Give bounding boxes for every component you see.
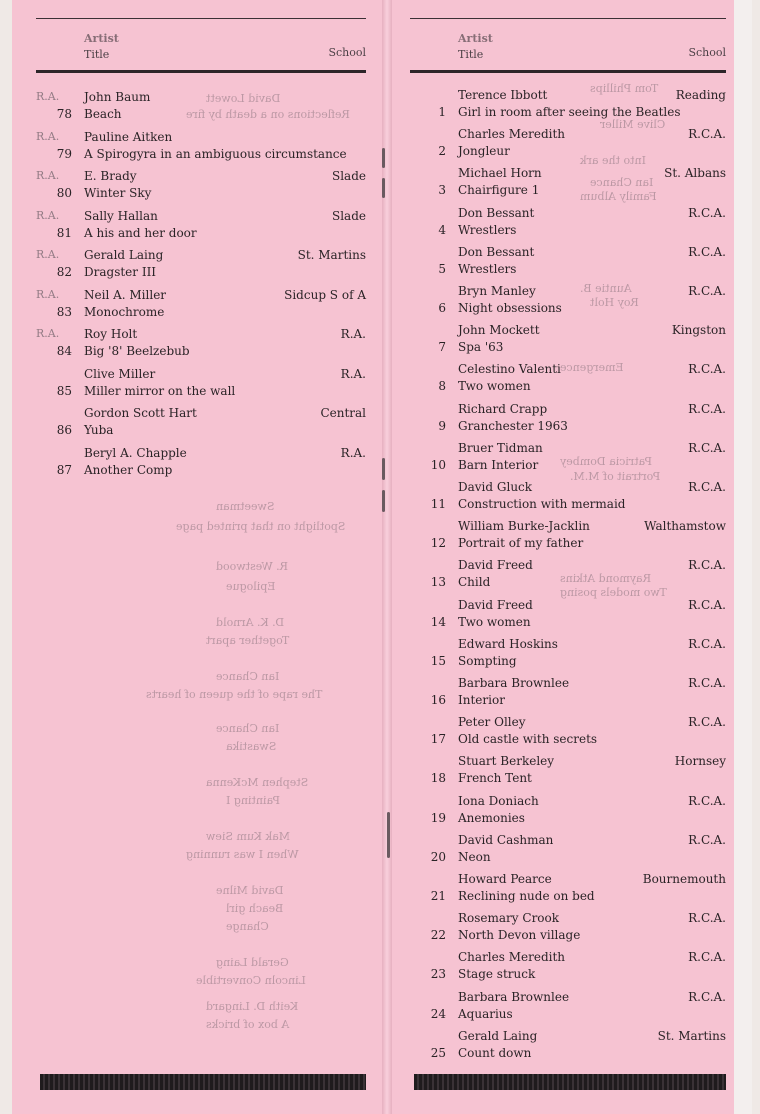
entry-title: Beach bbox=[84, 107, 122, 121]
entry-title: Spa '63 bbox=[458, 340, 504, 355]
header-school: School bbox=[328, 46, 366, 59]
entry-artist: Peter Olley bbox=[458, 715, 526, 730]
header-artist: Artist bbox=[458, 32, 493, 45]
entry-title: Two women bbox=[458, 379, 531, 394]
entry-title: Aquarius bbox=[458, 1006, 513, 1021]
catalogue-entry bbox=[410, 321, 726, 361]
entry-artist: E. Brady bbox=[84, 169, 137, 183]
bleed-through-text: Beach girl bbox=[226, 902, 284, 915]
entry-number: 9 bbox=[438, 418, 446, 433]
bleed-through-text: Clive Miller bbox=[600, 118, 666, 131]
bleed-through-text: Portrait of M.M. bbox=[570, 470, 661, 483]
entry-number: 82 bbox=[56, 265, 72, 279]
entry-number: 3 bbox=[438, 183, 446, 198]
entry-number: 15 bbox=[430, 653, 446, 668]
entry-school: R.C.A. bbox=[688, 793, 726, 808]
entry-artist: Richard Crapp bbox=[458, 401, 548, 416]
entry-number: 6 bbox=[438, 301, 446, 315]
entry-number: 86 bbox=[56, 423, 72, 437]
entry-artist: Celestino Valenti bbox=[458, 362, 561, 377]
entry-number: 5 bbox=[438, 261, 446, 276]
bleed-through-text: David Lowett bbox=[206, 92, 281, 105]
entry-school: R.C.A. bbox=[688, 205, 726, 220]
entry-title: Yuba bbox=[84, 423, 114, 437]
bleed-through-text: Epilogue bbox=[226, 580, 276, 593]
entry-school: R.C.A. bbox=[688, 480, 726, 494]
entry-artist: Howard Pearce bbox=[458, 872, 552, 886]
entry-school: R.C.A. bbox=[688, 636, 726, 651]
entry-school: R.C.A. bbox=[688, 832, 726, 847]
entry-marker: R.A. bbox=[36, 129, 60, 143]
entry-artist: David Freed bbox=[458, 597, 533, 612]
entry-title: Chairfigure 1 bbox=[458, 183, 540, 198]
catalogue-entry bbox=[36, 207, 366, 247]
catalogue-entry bbox=[410, 792, 726, 832]
bleed-through-text: Sweetman bbox=[216, 500, 275, 513]
entry-school: R.C.A. bbox=[688, 911, 726, 926]
entry-artist: John Baum bbox=[84, 90, 151, 104]
entry-number: 78 bbox=[56, 107, 72, 121]
entry-artist: Barbara Brownlee bbox=[458, 676, 570, 690]
entry-artist: Charles Meredith bbox=[458, 950, 566, 965]
entry-number: 22 bbox=[430, 928, 446, 943]
entry-number: 80 bbox=[56, 186, 72, 200]
catalogue-entry bbox=[410, 635, 726, 675]
entry-artist: Edward Hoskins bbox=[458, 636, 558, 651]
footer-bar bbox=[40, 1074, 366, 1090]
entry-title: Interior bbox=[458, 693, 505, 707]
entry-marker: R.A. bbox=[36, 248, 60, 261]
entry-marker: R.A. bbox=[36, 169, 60, 182]
entry-artist: David Freed bbox=[458, 558, 533, 573]
entry-artist: Bryn Manley bbox=[458, 284, 536, 298]
entry-title: Winter Sky bbox=[84, 186, 152, 200]
entry-school: R.C.A. bbox=[688, 558, 726, 573]
catalogue-entry bbox=[410, 86, 726, 126]
entry-school: R.C.A. bbox=[688, 127, 726, 142]
entry-artist: Gordon Scott Hart bbox=[84, 406, 197, 420]
entry-number: 4 bbox=[438, 222, 446, 237]
entry-school: Hornsey bbox=[674, 754, 726, 769]
entry-school: R.C.A. bbox=[688, 284, 726, 298]
entry-artist: Terence Ibbott bbox=[458, 88, 548, 102]
catalogue-entry bbox=[36, 444, 366, 484]
entry-number: 24 bbox=[430, 1006, 446, 1021]
entry-title: Another Comp bbox=[84, 462, 173, 477]
catalogue-entry bbox=[410, 596, 726, 636]
catalogue-entry bbox=[36, 365, 366, 405]
bleed-through-text: Into the ark bbox=[580, 154, 646, 167]
entry-number: 8 bbox=[438, 379, 446, 394]
entry-artist: Rosemary Crook bbox=[458, 911, 560, 926]
header-title: Title bbox=[84, 48, 110, 61]
staple-mark bbox=[387, 812, 390, 858]
entry-number: 25 bbox=[430, 1045, 446, 1060]
entry-artist: Michael Horn bbox=[458, 166, 542, 181]
bleed-through-text: Ian Chance bbox=[216, 722, 280, 735]
entry-title: North Devon village bbox=[458, 928, 581, 943]
footer-bar bbox=[414, 1074, 726, 1090]
bleed-through-text: Mak Kum Siew bbox=[206, 830, 290, 843]
header-rule-top bbox=[36, 18, 366, 19]
entry-title: Miller mirror on the wall bbox=[84, 383, 236, 398]
entry-school: Slade bbox=[332, 169, 366, 183]
bleed-through-text: Stephen McKenna bbox=[206, 776, 309, 789]
bleed-through-text: Gerald Laing bbox=[216, 956, 289, 969]
entry-marker: R.A. bbox=[36, 208, 60, 222]
entry-title: Count down bbox=[458, 1045, 532, 1060]
catalogue-entry bbox=[36, 167, 366, 207]
entry-title: Monochrome bbox=[84, 304, 165, 319]
catalogue-entry bbox=[410, 164, 726, 204]
entry-number: 83 bbox=[56, 304, 72, 319]
entry-school: R.C.A. bbox=[688, 950, 726, 965]
catalogue-entry bbox=[36, 286, 366, 326]
entry-artist: Clive Miller bbox=[84, 366, 156, 381]
entry-marker: R.A. bbox=[36, 90, 60, 103]
catalogue-entry bbox=[410, 400, 726, 440]
bleed-through-text: Keith D. Lingard bbox=[206, 1000, 299, 1013]
bleed-through-text: Family Album bbox=[580, 190, 657, 203]
entry-title: Child bbox=[458, 575, 491, 590]
entry-artist: David Cashman bbox=[458, 832, 554, 847]
staple-mark bbox=[382, 178, 385, 198]
entry-title: A Spirogyra in an ambiguous circumstance bbox=[84, 146, 347, 161]
entry-school: R.C.A. bbox=[688, 676, 726, 690]
entry-number: 2 bbox=[438, 144, 446, 159]
bleed-through-text: Painting I bbox=[226, 794, 280, 807]
bleed-through-text: Raymond Atkins bbox=[560, 572, 652, 585]
entry-title: Wrestlers bbox=[458, 222, 517, 237]
entry-title: Stage struck bbox=[458, 967, 536, 982]
entry-number: 13 bbox=[430, 575, 446, 590]
entry-title: Big '8' Beelzebub bbox=[84, 344, 190, 358]
bleed-through-text: Swastika bbox=[226, 740, 277, 753]
entry-marker: R.A. bbox=[36, 327, 60, 340]
header-title: Title bbox=[458, 48, 484, 61]
staple-mark bbox=[382, 148, 385, 168]
catalogue-entry bbox=[410, 831, 726, 871]
entry-number: 87 bbox=[56, 462, 72, 477]
catalogue-entry bbox=[410, 517, 726, 557]
entry-artist: Charles Meredith bbox=[458, 127, 566, 142]
entry-number: 19 bbox=[430, 810, 446, 825]
entry-school: R.C.A. bbox=[688, 362, 726, 377]
entry-number: 84 bbox=[56, 344, 72, 358]
booklet bbox=[12, 0, 752, 1114]
bleed-through-text: David Milne bbox=[216, 884, 284, 897]
bleed-through-text: When I was running bbox=[186, 848, 299, 861]
bleed-through-text: D. K. Arnold bbox=[216, 616, 285, 629]
entry-title: Dragster III bbox=[84, 265, 157, 279]
entry-artist: Neil A. Miller bbox=[84, 287, 167, 302]
entry-number: 81 bbox=[56, 225, 72, 240]
entry-artist: Gerald Laing bbox=[84, 248, 164, 262]
catalogue-entry bbox=[410, 204, 726, 244]
bleed-through-text: Auntie B. bbox=[580, 282, 632, 295]
entry-title: Granchester 1963 bbox=[458, 418, 568, 433]
bleed-through-text: Lincoln Convertible bbox=[196, 974, 306, 987]
entry-artist: William Burke-Jacklin bbox=[458, 519, 590, 534]
entry-number: 14 bbox=[430, 614, 446, 629]
entry-title: Barn Interior bbox=[458, 457, 539, 472]
catalogue-entry bbox=[410, 948, 726, 988]
entry-title: Old castle with secrets bbox=[458, 732, 598, 747]
right-page bbox=[410, 0, 726, 1114]
entry-title: Two women bbox=[458, 614, 531, 629]
entry-number: 1 bbox=[438, 105, 446, 119]
entry-artist: Pauline Aitken bbox=[84, 129, 173, 144]
header-rule-top bbox=[410, 18, 726, 19]
bleed-through-text: Reflections on a death by fire bbox=[186, 108, 350, 121]
catalogue-entry bbox=[410, 713, 726, 753]
entry-number: 12 bbox=[430, 536, 446, 551]
header-rule-bottom bbox=[410, 70, 726, 73]
entry-school: R.C.A. bbox=[688, 715, 726, 730]
bleed-through-text: Two models posing bbox=[560, 586, 667, 599]
entry-title: Sompting bbox=[458, 653, 517, 668]
entry-school: R.C.A. bbox=[688, 597, 726, 612]
bleed-through-text: A box of bricks bbox=[206, 1018, 290, 1031]
entry-number: 10 bbox=[430, 457, 446, 472]
bleed-through-text: Together apart bbox=[206, 634, 290, 647]
catalogue-entry bbox=[410, 909, 726, 949]
bleed-through-text: The rape of the queen of hearts bbox=[146, 688, 323, 701]
entry-school: St. Albans bbox=[664, 166, 726, 181]
entry-title: Construction with mermaid bbox=[458, 497, 626, 511]
entry-school: R.C.A. bbox=[688, 244, 726, 259]
bleed-through-text: Ian Chance bbox=[590, 176, 654, 189]
entry-artist: Barbara Brownlee bbox=[458, 989, 570, 1004]
entry-artist: Sally Hallan bbox=[84, 208, 158, 223]
entry-number: 7 bbox=[438, 340, 446, 355]
entry-school: Slade bbox=[332, 208, 366, 223]
entry-number: 85 bbox=[56, 383, 72, 398]
entry-artist: Don Bessant bbox=[458, 244, 535, 259]
entry-school: Sidcup S of A bbox=[284, 287, 366, 302]
entry-title: French Tent bbox=[458, 771, 532, 786]
catalogue-entry bbox=[36, 404, 366, 444]
header-artist: Artist bbox=[84, 32, 119, 45]
page-edge bbox=[734, 0, 752, 1114]
entry-title: Anemonies bbox=[458, 810, 525, 825]
bleed-through-text: Tom Phillips bbox=[590, 82, 659, 95]
header-school: School bbox=[688, 46, 726, 59]
bleed-through-text: Patricia Dombey bbox=[560, 455, 653, 468]
entry-number: 79 bbox=[56, 146, 72, 161]
staple-mark bbox=[382, 458, 385, 480]
entry-artist: David Gluck bbox=[458, 480, 533, 494]
catalogue-entry bbox=[410, 870, 726, 910]
staple-mark bbox=[382, 490, 385, 512]
entry-school: R.C.A. bbox=[688, 401, 726, 416]
catalogue-entry bbox=[410, 478, 726, 518]
entry-artist: Beryl A. Chapple bbox=[84, 445, 187, 460]
entry-number: 17 bbox=[430, 732, 446, 747]
catalogue-entry bbox=[36, 128, 366, 168]
entry-title: Portrait of my father bbox=[458, 536, 584, 551]
entry-number: 23 bbox=[430, 967, 446, 982]
catalogue-entry bbox=[410, 1027, 726, 1067]
catalogue-entry bbox=[410, 282, 726, 322]
entry-school: Walthamstow bbox=[644, 519, 726, 534]
left-page bbox=[36, 0, 366, 1114]
entry-title: Wrestlers bbox=[458, 261, 517, 276]
entry-school: St. Martins bbox=[297, 248, 366, 262]
entry-artist: Roy Holt bbox=[84, 327, 138, 341]
entry-artist: Stuart Berkeley bbox=[458, 754, 555, 769]
entry-title: Night obsessions bbox=[458, 301, 562, 315]
entry-title: Jongleur bbox=[458, 144, 510, 159]
entry-school: R.A. bbox=[340, 445, 366, 460]
entry-number: 18 bbox=[430, 771, 446, 786]
entry-marker: R.A. bbox=[36, 287, 60, 301]
catalogue-entry bbox=[410, 674, 726, 714]
entry-school: Kingston bbox=[671, 323, 726, 338]
bleed-through-text: R. Westwood bbox=[216, 560, 288, 573]
entry-school: St. Martins bbox=[657, 1028, 726, 1043]
catalogue-entry bbox=[410, 243, 726, 283]
catalogue-entry bbox=[410, 125, 726, 165]
bleed-through-text: Roy Holt bbox=[590, 296, 639, 309]
entry-school: R.C.A. bbox=[688, 989, 726, 1004]
entry-artist: Gerald Laing bbox=[458, 1028, 538, 1043]
entry-school: R.A. bbox=[340, 366, 366, 381]
bleed-through-text: Ian Chance bbox=[216, 670, 280, 683]
entry-title: Reclining nude on bed bbox=[458, 889, 595, 903]
entry-number: 21 bbox=[430, 889, 446, 903]
entry-school: Bournemouth bbox=[642, 872, 726, 886]
entry-artist: Iona Doniach bbox=[458, 793, 539, 808]
entry-title: Girl in room after seeing the Beatles bbox=[458, 105, 681, 119]
header-rule-bottom bbox=[36, 70, 366, 73]
entry-number: 16 bbox=[430, 693, 446, 707]
bleed-through-text: Spotlight on that printed page bbox=[176, 520, 346, 533]
entry-school: R.A. bbox=[340, 327, 366, 341]
entry-number: 20 bbox=[430, 849, 446, 864]
entry-artist: John Mockett bbox=[458, 323, 540, 338]
bleed-through-text: Emergence bbox=[560, 361, 624, 374]
entry-artist: Don Bessant bbox=[458, 205, 535, 220]
entry-title: A his and her door bbox=[84, 225, 197, 240]
catalogue-entry bbox=[410, 988, 726, 1028]
entry-artist: Bruer Tidman bbox=[458, 440, 543, 455]
entry-title: Neon bbox=[458, 849, 491, 864]
catalogue-entry bbox=[36, 325, 366, 365]
entry-school: R.C.A. bbox=[688, 440, 726, 455]
entry-school: Reading bbox=[675, 88, 726, 102]
bleed-through-text: Change bbox=[226, 920, 269, 933]
catalogue-entry bbox=[410, 752, 726, 792]
entry-school: Central bbox=[320, 406, 366, 420]
catalogue-entry bbox=[36, 246, 366, 286]
entry-number: 11 bbox=[430, 497, 446, 511]
